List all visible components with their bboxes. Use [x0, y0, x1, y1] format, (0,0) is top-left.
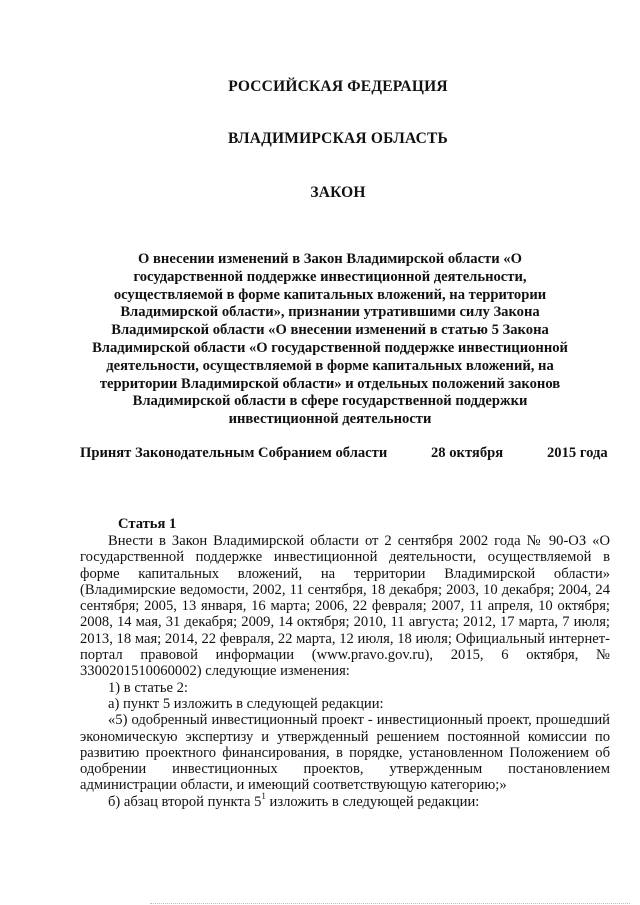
article-body — [80, 533, 610, 810]
law-title: О внесении изменений в Закон Владимирской области «О государственной поддержке инвестиционной деятельности, осуществляемой в форме капитальных вложений, на территории Владимирской области», признании утратившими силу Закона Владимирской области «О внесении изменений в статью 5 Закона Владимирской области «О государственной поддержке инвестиционной деятельности, осуществляемой в форме капитальных вложений, на территории Владимирской области» и отдельных положений законов Владимирской области в сфере государственной поддержки инвестиционной деятельности — [92, 251, 568, 428]
article-paragraph: а) пункт 5 изложить в следующей редакции: — [108, 695, 384, 712]
paragraph-text-start: б) абзац второй пункта 5 — [108, 793, 262, 810]
article-paragraph: 1) в статье 2: — [108, 679, 188, 696]
superscript-marker: 1 — [261, 790, 266, 801]
adoption-year: 2015 года — [547, 445, 608, 461]
country-heading: РОССИЙСКАЯ ФЕДЕРАЦИЯ — [228, 78, 448, 95]
adoption-text: Принят Законодательным Собранием области — [80, 445, 388, 461]
paragraph-text-end: изложить в следующей редакции: — [265, 793, 480, 810]
article-paragraph-last — [80, 790, 610, 810]
document-type-heading: ЗАКОН — [310, 184, 366, 201]
article-paragraph: Внести в Закон Владимирской области от 2 сентября 2002 года № 90-ОЗ «О государственной поддержке инвестиционной деятельности, осуществляемой в форме капитальных вложений, на территории Владимирской области» (Владимирские ведомости, 2002, 11 сентября, 18 декабря; 2003, 10 декабря; 2004, 24 сентября; 2005, 13 января, 16 марта; 2006, 22 февраля; 2007, 11 апреля, 10 октября; 2008, 14 мая, 31 декабря; 2009, 14 октября; 2010, 11 августа; 2012, 17 марта, 7 июля; 2013, 18 мая; 2014, 22 февраля, 22 марта, 12 июля, 18 июля; Официальный интернет-портал правовой информации (www.pravo.gov.ru), 2015, 6 октября, № 3300201510060002) следующие изменения: — [80, 533, 610, 680]
region-heading: ВЛАДИМИРСКАЯ ОБЛАСТЬ — [228, 130, 448, 147]
adoption-date: 28 октября — [431, 445, 504, 461]
article-paragraph: «5) одобренный инвестиционный проект - инвестиционный проект, прошедший экономическую экспертизу и утвержденный решением постоянной комиссии по развитию проектного финансирования, в порядке, установленном Положением об одобрении инвестиционных проектов, утвержденным постановлением администрации области, и имеющий соответствующую категорию;» — [80, 712, 610, 794]
article-heading: Статья 1 — [118, 516, 177, 532]
adoption-line — [80, 445, 610, 465]
